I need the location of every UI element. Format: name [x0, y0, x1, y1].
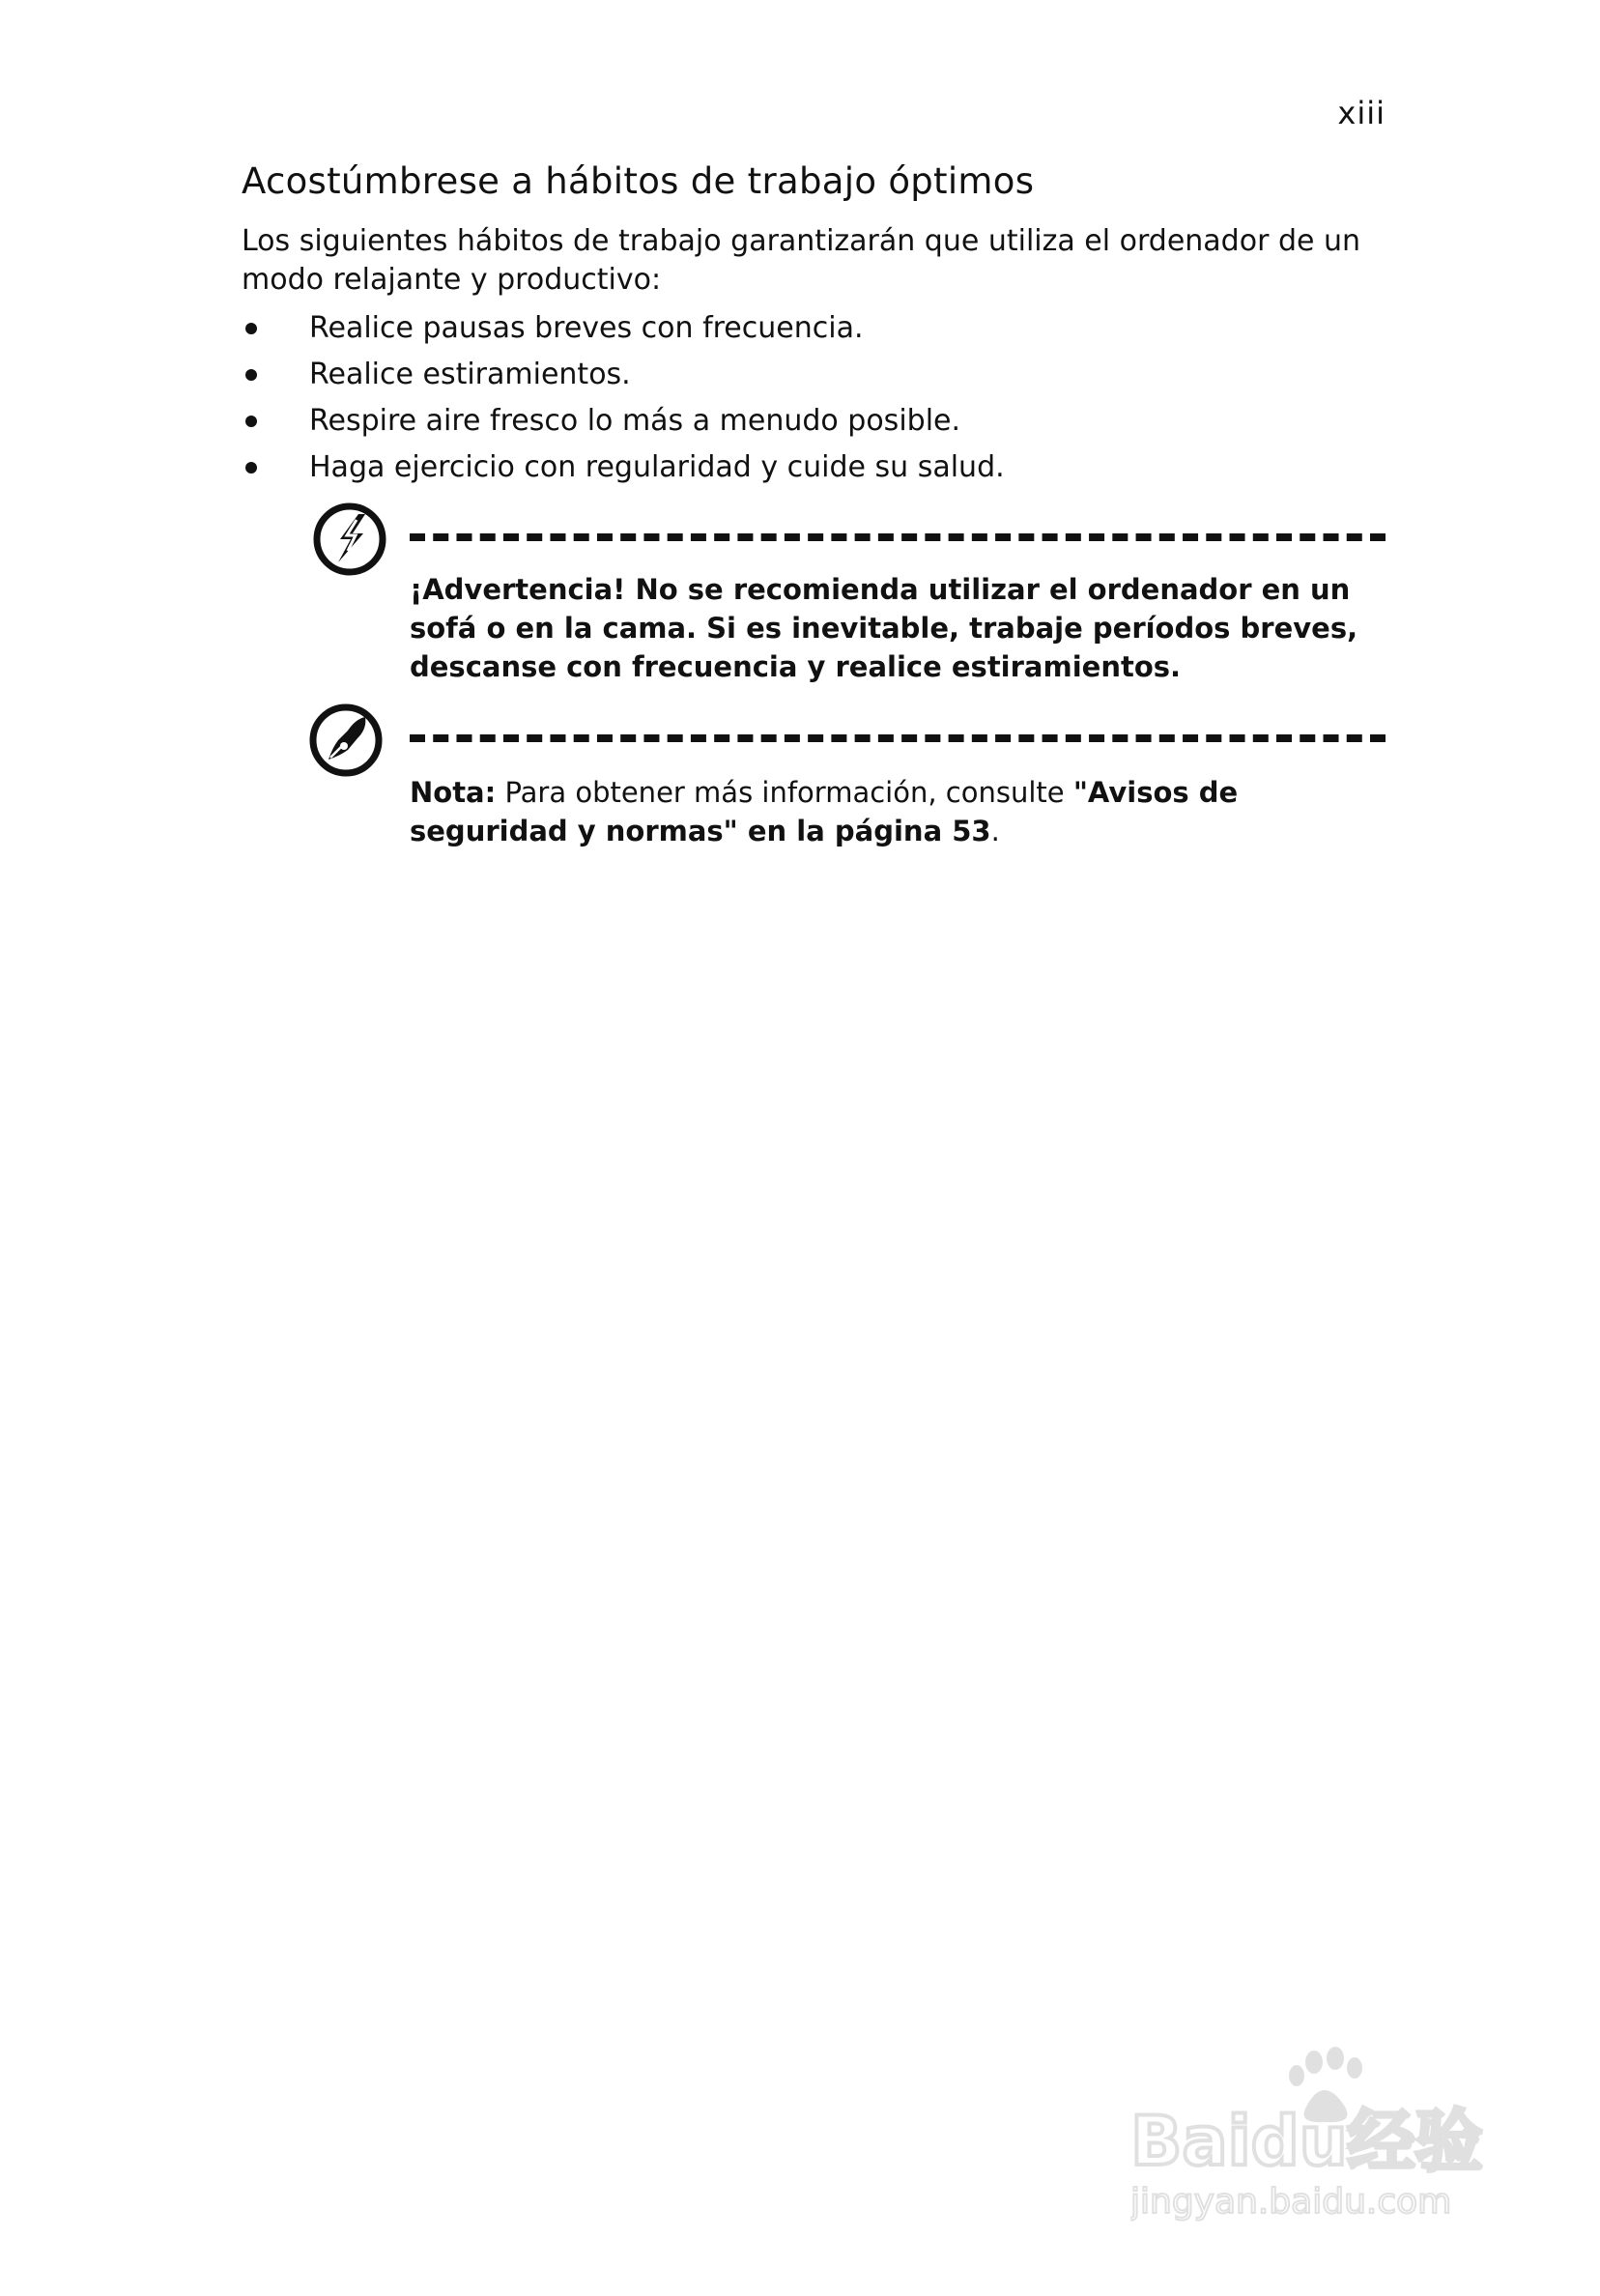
list-item — [242, 398, 1005, 445]
note-divider — [410, 734, 1386, 742]
habits-list — [242, 305, 1005, 491]
list-item-text: Haga ejercicio con regularidad y cuide su salud. — [309, 450, 1005, 484]
list-item — [242, 305, 1005, 352]
note-label: Nota: — [410, 776, 497, 809]
list-item — [242, 352, 1005, 398]
section-title: Acostúmbrese a hábitos de trabajo óptimos — [242, 160, 1035, 202]
warning-text: ¡Advertencia! No se recomienda utilizar el ordenador en un sofá o en la cama. Si es inevitable, trabaje períodos breves, descanse con frecuencia y realice estiramientos. — [410, 573, 1358, 683]
note-text — [410, 773, 1386, 850]
bullet-icon — [245, 369, 257, 381]
bullet-icon — [245, 416, 257, 427]
list-item-text: Respire aire fresco lo más a menudo posible. — [309, 404, 961, 438]
bullet-icon — [245, 323, 257, 334]
baidu-watermark-logo — [1130, 2039, 1498, 2223]
note-end: . — [990, 815, 1000, 847]
list-item-text: Realice pausas breves con frecuencia. — [309, 311, 864, 345]
pen-note-icon — [307, 702, 385, 779]
note-reference-link[interactable]: "Avisos de seguridad y normas" en la página 53 — [410, 776, 1239, 847]
list-item — [242, 445, 1005, 491]
note-body: Para obtener más información, consulte — [496, 776, 1073, 809]
list-item-text: Realice estiramientos. — [309, 358, 631, 391]
bullet-icon — [245, 462, 257, 474]
warning-divider — [410, 533, 1386, 541]
page-number: xiii — [1337, 95, 1386, 131]
intro-paragraph: Los siguientes hábitos de trabajo garantizarán que utiliza el ordenador de un modo relajante y productivo: — [242, 224, 1361, 297]
watermark-brand: Baidu经验 — [1130, 2102, 1483, 2181]
watermark-url: jingyan.baidu.com — [1130, 2182, 1452, 2222]
lightning-warning-icon — [311, 501, 388, 578]
